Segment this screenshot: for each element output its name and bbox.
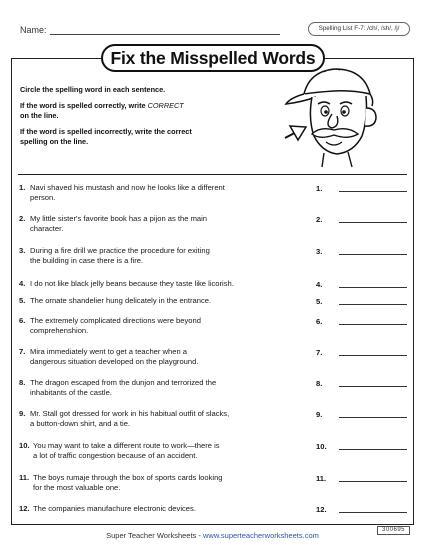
question-text-line2: dangerous situation developed on the playground. (30, 356, 199, 366)
instruction-correct-b: on the line. (20, 110, 59, 120)
question-8 (19, 378, 311, 397)
answer-line-2[interactable] (339, 222, 407, 223)
instruction-incorrect (20, 127, 192, 146)
answer-line-10[interactable] (339, 449, 407, 450)
question-12 (19, 504, 311, 514)
instruction-correct-a: If the word is spelled correctly, write (20, 101, 146, 110)
question-text-line2: person. (30, 192, 56, 202)
footer-brand: Super Teacher Worksheets (106, 531, 197, 540)
instruction-incorrect-a: If the word is spelled incorrectly, write the correct (20, 127, 192, 136)
answer-line-11[interactable] (339, 481, 407, 482)
name-label: Name: (20, 25, 47, 35)
answer-line-5[interactable] (339, 304, 407, 305)
question-number: 8. (19, 378, 26, 387)
question-text-line1: Navi shaved his mustash and now he looks like a different (30, 183, 225, 192)
question-text-line1: My little sister's favorite book has a pijon as the main (30, 214, 208, 223)
question-number: 1. (19, 183, 26, 192)
question-4 (19, 279, 311, 289)
answer-number-5: 5. (316, 297, 323, 306)
answer-number-1: 1. (316, 184, 323, 193)
question-number: 3. (19, 246, 26, 255)
answer-line-1[interactable] (339, 191, 407, 192)
question-number: 12. (19, 504, 30, 513)
question-text-line1: During a fire drill we practice the procedure for exiting (30, 246, 210, 255)
question-text-line2: a button-down shirt, and a tie. (30, 418, 131, 428)
section-divider (18, 174, 407, 175)
answer-number-2: 2. (316, 215, 323, 224)
question-text-line2: for the most valuable one. (33, 482, 121, 492)
instruction-circle: Circle the spelling word in each sentence. (20, 85, 166, 94)
question-text-line1: The dragon escaped from the dunjon and terrorized the (30, 378, 217, 387)
answer-line-7[interactable] (339, 355, 407, 356)
question-3 (19, 246, 311, 265)
question-number: 6. (19, 316, 26, 325)
question-number: 10. (19, 441, 30, 450)
answer-number-8: 8. (316, 379, 323, 388)
answer-line-4[interactable] (339, 287, 407, 288)
question-6 (19, 316, 311, 335)
question-1 (19, 183, 311, 202)
answer-number-4: 4. (316, 280, 323, 289)
answer-line-8[interactable] (339, 386, 407, 387)
question-5 (19, 296, 311, 306)
question-11 (19, 473, 311, 492)
question-10 (19, 441, 311, 460)
answer-line-12[interactable] (339, 512, 407, 513)
answer-number-11: 11. (316, 474, 327, 483)
answer-line-9[interactable] (339, 417, 407, 418)
page-title: Fix the Misspelled Words (101, 44, 325, 72)
question-number: 4. (19, 279, 26, 288)
question-text-line1: You may want to take a different route to work—there is (33, 441, 220, 450)
name-line (50, 34, 280, 35)
answer-number-12: 12. (316, 505, 327, 514)
question-text-line2: inhabitants of the castle. (30, 387, 112, 397)
question-number: 2. (19, 214, 26, 223)
question-text-line2: the building in case there is a fire. (30, 255, 144, 265)
question-text-line1: Mr. Stall got dressed for work in his habitual outfit of slacks, (30, 409, 230, 418)
footer-url-link[interactable]: www.superteacherworksheets.com (202, 531, 319, 540)
question-text-line1: Mira immediately went to get a teacher when a (30, 347, 188, 356)
instruction-correct (20, 101, 184, 120)
question-text-line1: The ornate shandelier hung delicately in the entrance. (30, 296, 212, 305)
question-text-line2: character. (30, 223, 64, 233)
question-text-line2: comprehenshion. (30, 325, 89, 335)
question-number: 7. (19, 347, 26, 356)
question-number: 11. (19, 473, 30, 482)
answer-number-10: 10. (316, 442, 327, 451)
question-number: 5. (19, 296, 26, 305)
question-text-line1: I do not like black jelly beans because they taste like licorish. (30, 279, 234, 288)
question-text-line1: The companies manufachure electronic devices. (33, 504, 196, 513)
instruction-correct-word: CORRECT (147, 101, 184, 110)
instruction-incorrect-b: spelling on the line. (20, 136, 89, 146)
question-2 (19, 214, 311, 233)
answer-line-6[interactable] (339, 324, 407, 325)
question-number: 9. (19, 409, 26, 418)
spelling-list-badge: Spelling List F-7: /ch/, /sh/, /j/ (308, 22, 410, 36)
question-9 (19, 409, 311, 428)
answer-number-9: 9. (316, 410, 323, 419)
answer-number-3: 3. (316, 247, 323, 256)
teacher-character-illustration (282, 64, 382, 168)
question-7 (19, 347, 311, 366)
question-text-line2: a lot of traffic congestion because of an accident. (33, 450, 198, 460)
question-text-line1: The boys rumaje through the box of sports cards looking (33, 473, 223, 482)
question-text-line1: The extremely complicated directions were beyond (30, 316, 201, 325)
answer-number-6: 6. (316, 317, 323, 326)
answer-line-3[interactable] (339, 254, 407, 255)
footer-separator: - (196, 531, 203, 540)
worksheet-code: 300695 (377, 526, 410, 535)
answer-number-7: 7. (316, 348, 323, 357)
footer-credit (0, 531, 425, 540)
